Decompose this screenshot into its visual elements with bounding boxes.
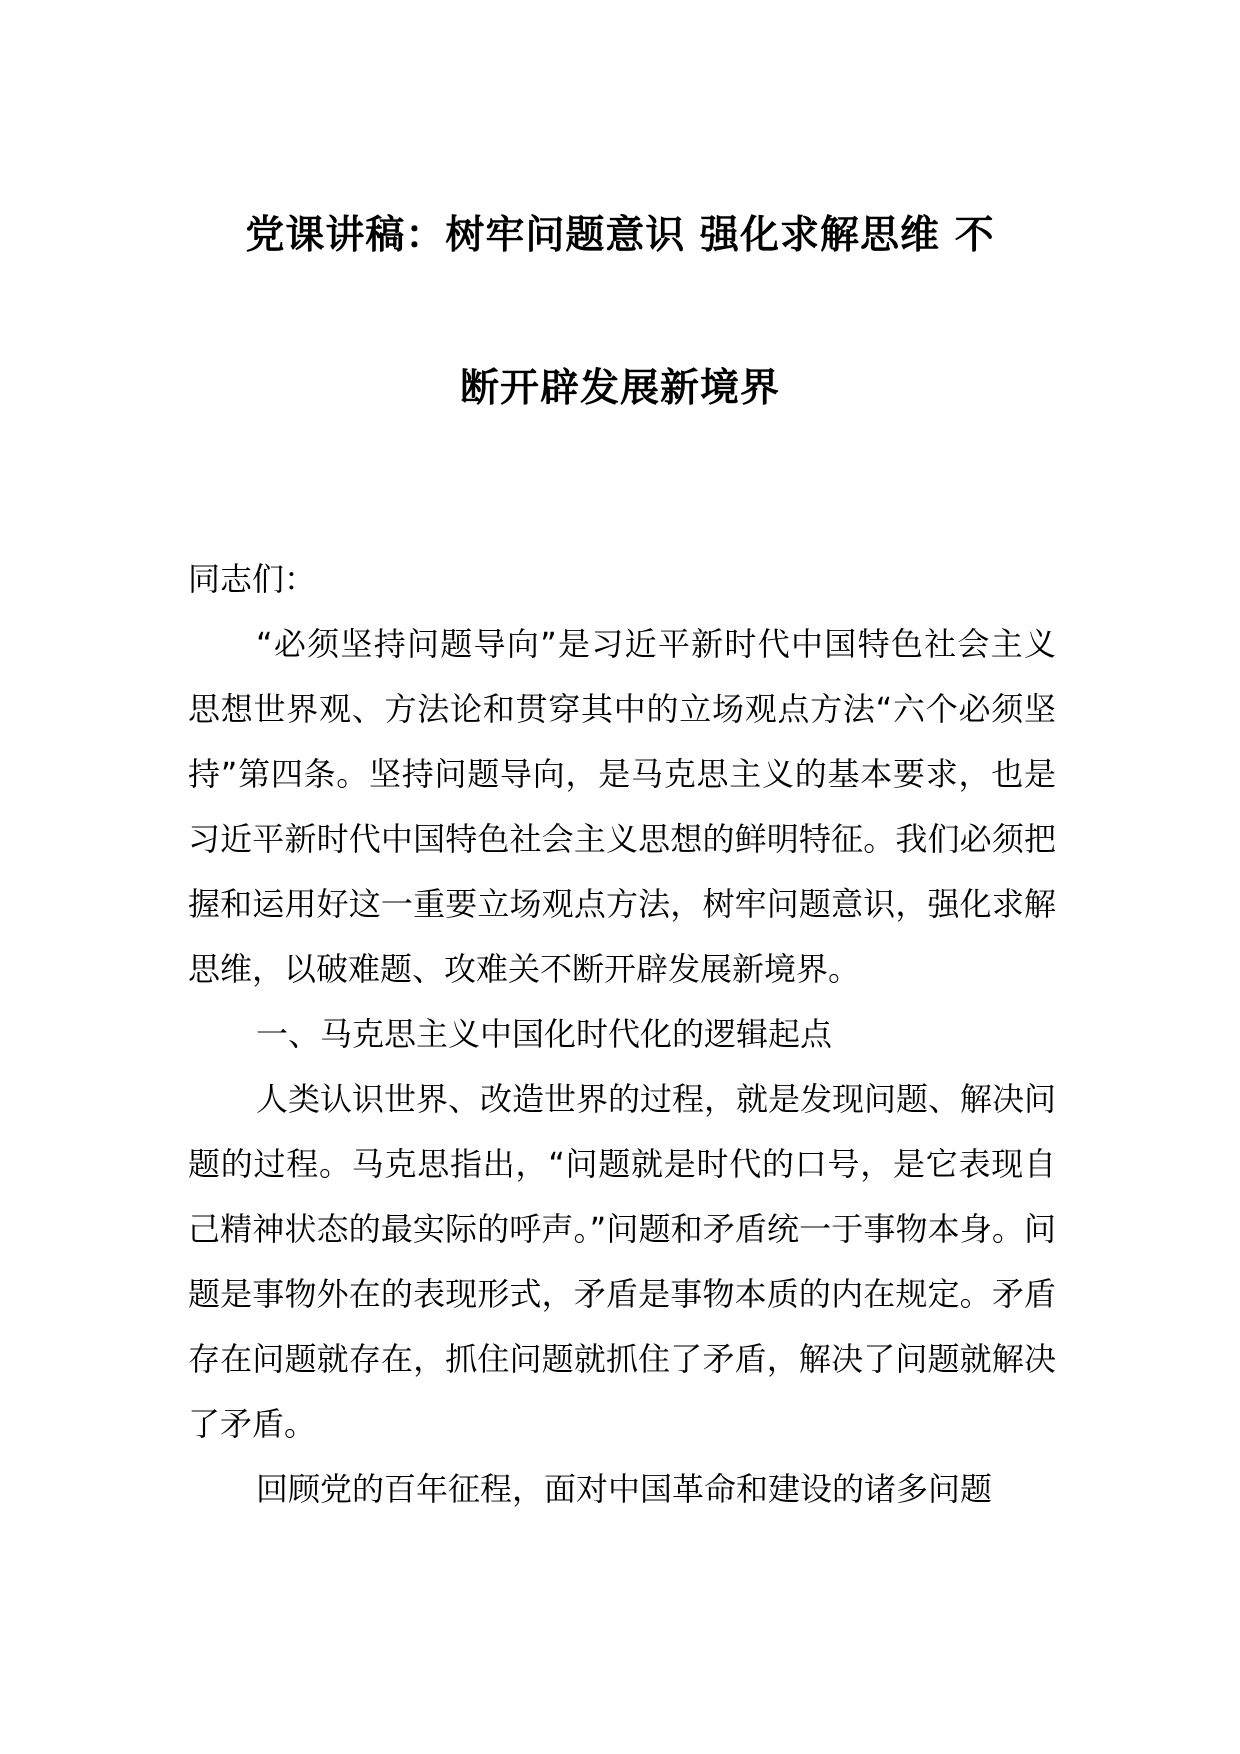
document-title-line-1: 党课讲稿：树牢问题意识 强化求解思维 不: [245, 213, 995, 258]
paragraph-problems: 人类认识世界、改造世界的过程，就是发现问题、解决问题的过程。马克思指出，“问题就是时代的口号，是它表现自己精神状态的最实际的呼声。”问题和矛盾统一于事物本身。问题是事物外在的表现形式，矛盾是事物本质的内在规定。矛盾存在问题就存在，抓住问题就抓住了矛盾，解决了问题就解决了矛盾。: [188, 1080, 1057, 1443]
paragraph-intro: “必须坚持问题导向”是习近平新时代中国特色社会主义思想世界观、方法论和贯穿其中的立场观点方法“六个必须坚持”第四条。坚持问题导向，是马克思主义的基本要求，也是习近平新时代中国特色社会主义思想的鲜明特征。我们必须把握和运用好这一重要立场观点方法，树牢问题意识，强化求解思维，以破难题、攻难关不断开辟发展新境界。: [188, 625, 1056, 988]
greeting: 同志们：: [188, 560, 317, 598]
document-body: [188, 547, 1056, 1522]
paragraph-history: 回顾党的百年征程，面对中国革命和建设的诸多问题: [256, 1470, 993, 1508]
document-title-line-2: 断开辟发展新境界: [459, 366, 780, 411]
section-heading-1: 一、马克思主义中国化时代化的逻辑起点: [256, 1015, 833, 1053]
